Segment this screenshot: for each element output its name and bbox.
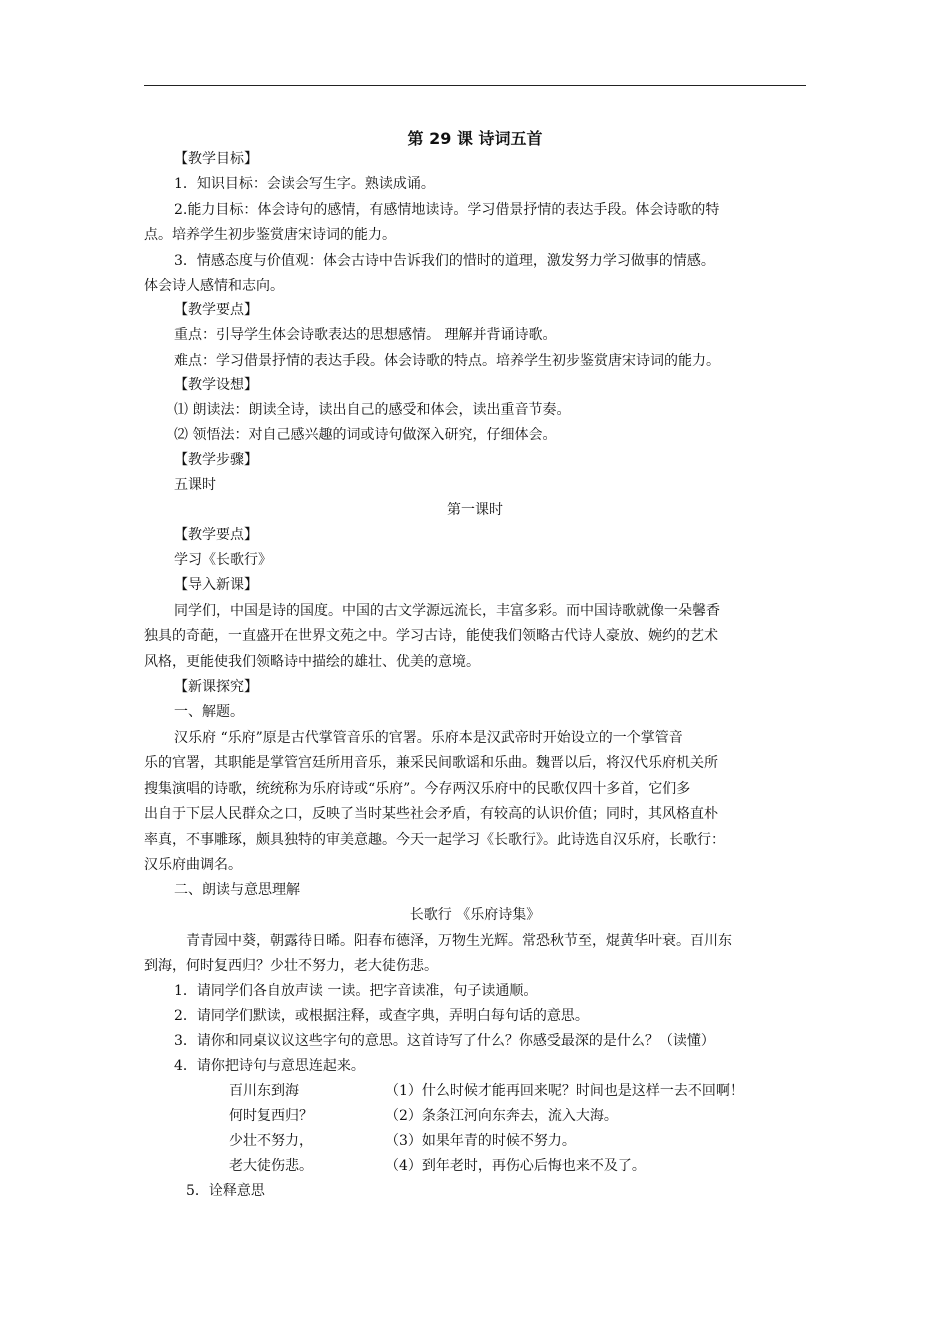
objective-emotion-cont: 体会诗人感情和志向。: [144, 278, 284, 294]
match-verse: 何时复西归？: [229, 1108, 313, 1124]
objective-emotion: 3．情感态度与价值观：体会古诗中告诉我们的惜时的道理，激发努力学习做事的情感。: [174, 253, 715, 269]
match-verse: 少壮不努力，: [229, 1133, 313, 1149]
yuefu-paragraph-1: 汉乐府 “乐府”原是古代掌管音乐的官署。乐府本是汉武帝时开始设立的一个掌管音: [174, 730, 683, 746]
header-rule: [144, 85, 806, 86]
intro-paragraph-3: 风格，更能使我们领略诗中描绘的雄壮、优美的意境。: [144, 654, 480, 670]
objective-ability: 2.能力目标：体会诗句的感情，有感情地读诗。学习借景抒情的表达手段。体会诗歌的特: [174, 202, 720, 218]
match-verse: 百川东到海: [229, 1083, 299, 1099]
method-comprehension: ⑵ 领悟法：对自己感兴趣的词或诗句做深入研究，仔细体会。: [174, 427, 557, 443]
match-meaning: （4）到年老时，再伤心后悔也来不及了。: [385, 1158, 646, 1174]
task-3: 3．请你和同桌议议这些字句的意思。这首诗写了什么？你感受最深的是什么？（读懂）: [174, 1033, 715, 1049]
objective-knowledge: 1．知识目标：会读会写生字。熟读成诵。: [174, 176, 435, 192]
match-meaning: （1）什么时候才能再回来呢？时间也是这样一去不回啊！: [385, 1083, 744, 1099]
section-title-reading: 二、朗读与意思理解: [174, 882, 300, 898]
heading-teaching-plan: 【教学设想】: [174, 377, 258, 393]
heading-key-points: 【教学要点】: [174, 302, 258, 318]
match-meaning: （2）条条江河向东奔去，流入大海。: [385, 1108, 618, 1124]
objective-ability-cont: 点。培养学生初步鉴赏唐宋诗词的能力。: [144, 227, 396, 243]
method-reading: ⑴ 朗读法：朗读全诗，读出自己的感受和体会，读出重音节奏。: [174, 402, 571, 418]
yuefu-paragraph-2: 乐的官署，其职能是掌管宫廷所用音乐，兼采民间歌谣和乐曲。魏晋以后，将汉代乐府机关所: [144, 755, 718, 771]
key-point: 重点：引导学生体会诗歌表达的思想感情。 理解并背诵诗歌。: [174, 327, 557, 343]
yuefu-paragraph-6: 汉乐府曲调名。: [144, 857, 242, 873]
match-verse: 老大徒伤悲。: [229, 1158, 313, 1174]
poem-text-1: 青青园中葵，朝露待日晞。阳春布德泽，万物生光辉。常恐秋节至，焜黄华叶衰。百川东: [186, 933, 732, 949]
first-period-heading: 第一课时: [447, 502, 503, 518]
study-poem: 学习《长歌行》: [174, 552, 272, 568]
heading-introduction: 【导入新课】: [174, 577, 258, 593]
heading-new-lesson: 【新课探究】: [174, 679, 258, 695]
task-5: 5．诠释意思: [186, 1183, 265, 1199]
poem-text-2: 到海，何时复西归？少壮不努力，老大徒伤悲。: [144, 958, 438, 974]
match-meaning: （3）如果年青的时候不努力。: [385, 1133, 576, 1149]
yuefu-paragraph-3: 搜集演唱的诗歌，统统称为乐府诗或“乐府”。今存两汉乐府中的民歌仅四十多首，它们多: [144, 781, 691, 797]
intro-paragraph-1: 同学们，中国是诗的国度。中国的古文学源远流长，丰富多彩。而中国诗歌就像一朵馨香: [174, 603, 720, 619]
section-title-explanation: 一、解题。: [174, 704, 244, 720]
lesson-title: 第 29 课 诗词五首: [407, 129, 543, 148]
yuefu-paragraph-4: 出自于下层人民群众之口，反映了当时某些社会矛盾，有较高的认识价值；同时，其风格直朴: [144, 806, 718, 822]
heading-teaching-steps: 【教学步骤】: [174, 452, 258, 468]
difficult-point: 难点：学习借景抒情的表达手段。体会诗歌的特点。培养学生初步鉴赏唐宋诗词的能力。: [174, 353, 720, 369]
heading-objectives: 【教学目标】: [174, 151, 258, 167]
task-4: 4．请你把诗句与意思连起来。: [174, 1058, 365, 1074]
poem-title: 长歌行 《乐府诗集》: [409, 907, 541, 923]
yuefu-paragraph-5: 率真，不事雕琢，颇具独特的审美意趣。今天一起学习《长歌行》。此诗选自汉乐府，长歌行：: [144, 832, 725, 848]
task-2: 2．请同学们默读，或根据注释，或查字典，弄明白每句话的意思。: [174, 1008, 589, 1024]
heading-key-points-2: 【教学要点】: [174, 527, 258, 543]
intro-paragraph-2: 独具的奇葩，一直盛开在世界文苑之中。学习古诗，能使我们领略古代诗人豪放、婉约的艺术: [144, 628, 718, 644]
periods-count: 五课时: [174, 477, 216, 493]
task-1: 1．请同学们各自放声读 一读。把字音读准，句子读通顺。: [174, 983, 538, 999]
